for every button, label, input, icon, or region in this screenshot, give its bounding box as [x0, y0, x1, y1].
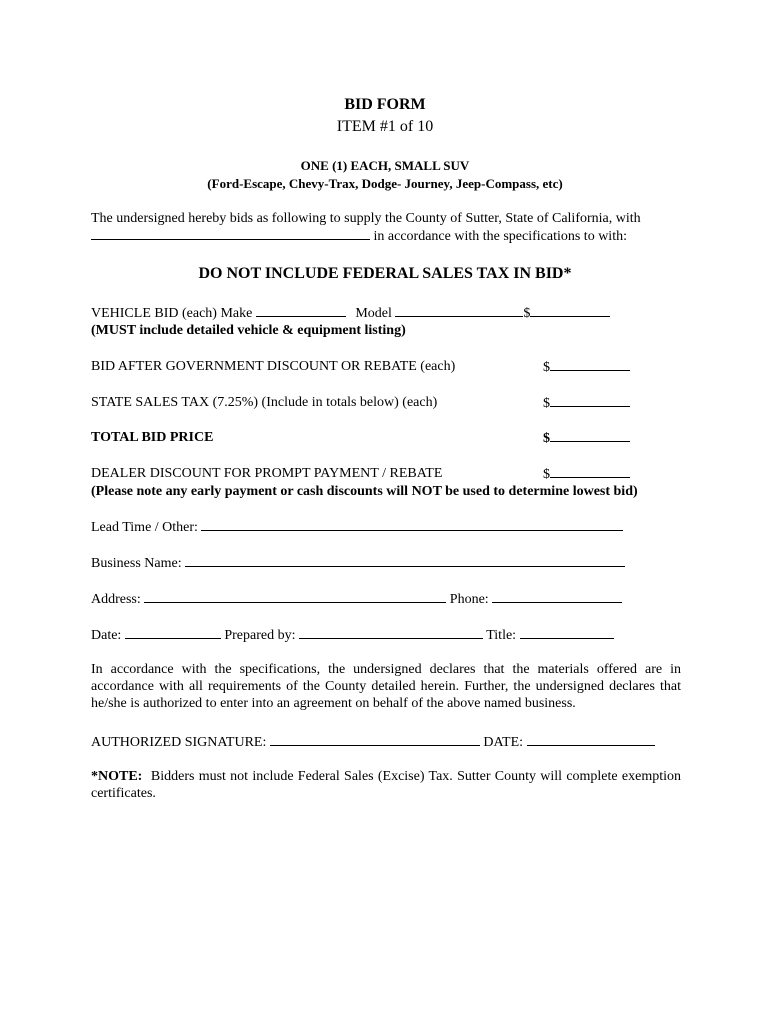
- state-tax-label: STATE SALES TAX (7.25%) (Include in totals below) (each): [91, 395, 438, 410]
- item-subtitle: ONE (1) EACH, SMALL SUV: [300, 158, 470, 173]
- title-label: Title:: [486, 628, 517, 643]
- state-tax-amount: [543, 394, 630, 412]
- state-tax-blank[interactable]: [550, 394, 630, 407]
- discount-amount-blank[interactable]: [550, 358, 630, 371]
- make-blank[interactable]: [256, 304, 346, 317]
- note-text: Bidders must not include Federal Sales (Excise) Tax. Sutter County will complete exemption certificates.: [91, 769, 681, 801]
- discount-label: BID AFTER GOVERNMENT DISCOUNT OR REBATE (each): [91, 359, 456, 374]
- signature-date-label: DATE:: [483, 735, 524, 750]
- item-number: ITEM #1 of 10: [336, 118, 434, 135]
- business-name-blank[interactable]: [185, 554, 625, 567]
- date-blank[interactable]: [125, 626, 221, 639]
- date-label: Date:: [91, 628, 122, 643]
- lead-time-blank[interactable]: [201, 518, 623, 531]
- model-blank[interactable]: [395, 304, 523, 317]
- lead-time-row: [91, 518, 623, 536]
- total-bid-blank[interactable]: [550, 429, 630, 442]
- dollar-sign: $: [543, 396, 550, 411]
- total-bid-amount: [543, 429, 630, 447]
- declaration-paragraph: In accordance with the specifications, the undersigned declares that the materials offered are in accordance with all requirements of the County detailed herein. Further, the undersigned declares that he/she is authorized to enter into an agreement on behalf of the above named business.: [91, 662, 681, 711]
- dollar-sign: $: [543, 431, 550, 446]
- address-blank[interactable]: [144, 590, 446, 603]
- discount-amount: [543, 358, 630, 376]
- dealer-discount-label: DEALER DISCOUNT FOR PROMPT PAYMENT / REBATE: [91, 466, 443, 481]
- dealer-discount-note: (Please note any early payment or cash discounts will NOT be used to determine lowest bid): [91, 484, 638, 499]
- item-examples: (Ford-Escape, Chevy-Trax, Dodge- Journey, Jeep-Compass, etc): [207, 176, 563, 191]
- phone-blank[interactable]: [492, 590, 622, 603]
- prepared-by-blank[interactable]: [299, 626, 483, 639]
- dealer-discount-blank[interactable]: [550, 465, 630, 478]
- signature-blank[interactable]: [270, 733, 480, 746]
- intro-line-1: The undersigned hereby bids as following to supply the County of Sutter, State of California, with: [91, 211, 641, 226]
- vehicle-listing-note: (MUST include detailed vehicle & equipment listing): [91, 323, 406, 338]
- make-label: VEHICLE BID (each) Make: [91, 306, 253, 321]
- address-row: [91, 590, 622, 608]
- vehicle-bid-row: [91, 304, 610, 322]
- signature-label: AUTHORIZED SIGNATURE:: [91, 735, 267, 750]
- intro-line-2-row: [91, 227, 627, 245]
- dollar-sign: $: [543, 360, 550, 375]
- date-row: [91, 626, 614, 644]
- lead-time-label: Lead Time / Other:: [91, 520, 198, 535]
- signature-date-blank[interactable]: [527, 733, 655, 746]
- note-label: *NOTE:: [91, 769, 143, 784]
- vehicle-price-blank[interactable]: [530, 304, 610, 317]
- federal-tax-warning: DO NOT INCLUDE FEDERAL SALES TAX IN BID*: [198, 265, 572, 282]
- title-blank[interactable]: [520, 626, 614, 639]
- exemption-note: [91, 768, 681, 802]
- supply-item-blank[interactable]: [91, 227, 370, 240]
- signature-row: [91, 733, 655, 751]
- intro-line-2: in accordance with the specifications to with:: [373, 229, 627, 244]
- prepared-by-label: Prepared by:: [224, 628, 296, 643]
- dealer-discount-amount: [543, 465, 630, 483]
- vehicle-dollar-sign: $: [523, 306, 531, 321]
- total-bid-label: TOTAL BID PRICE: [91, 430, 214, 445]
- form-title: BID FORM: [344, 96, 426, 113]
- business-name-label: Business Name:: [91, 556, 182, 571]
- model-label: Model: [355, 306, 392, 321]
- phone-label: Phone:: [449, 592, 489, 607]
- dollar-sign: $: [543, 467, 550, 482]
- address-label: Address:: [91, 592, 141, 607]
- business-name-row: [91, 554, 625, 572]
